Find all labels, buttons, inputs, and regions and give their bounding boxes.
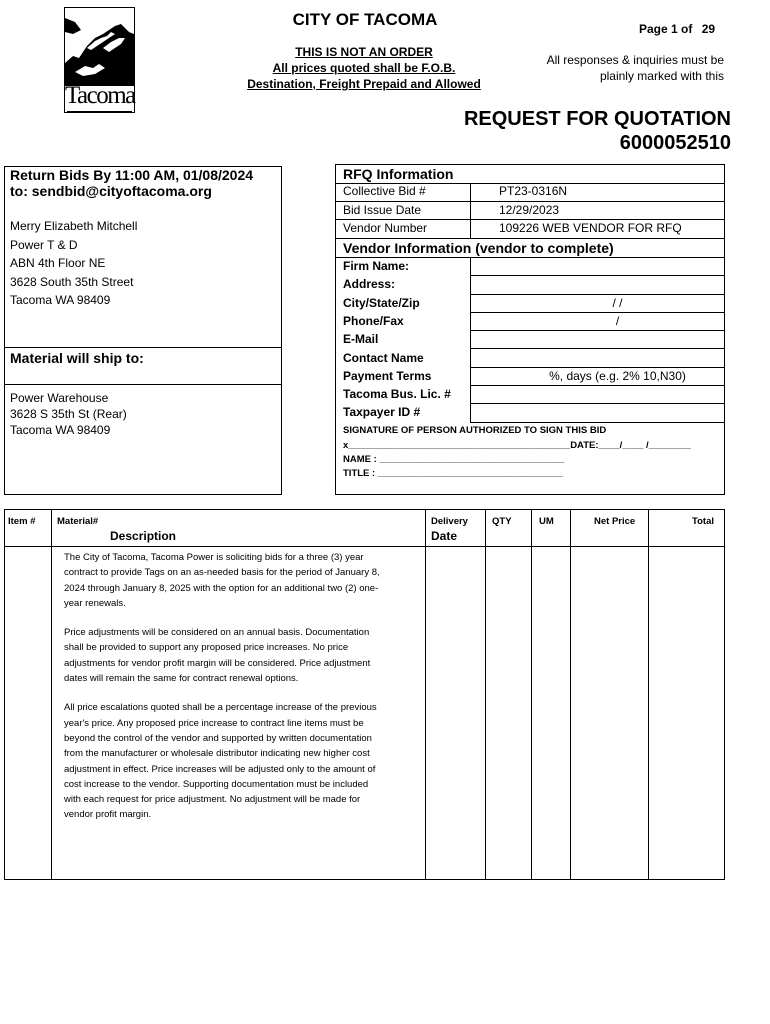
col-item-number: Item # xyxy=(8,516,36,527)
rfq-label-vendor-number: Vendor Number xyxy=(343,221,428,235)
col-qty: QTY xyxy=(492,516,512,527)
page-indicator xyxy=(639,22,715,36)
vendor-label-taxpayer-id: Taxpayer ID # xyxy=(343,405,421,420)
rfq-value-vendor-number: 109226 WEB VENDOR FOR RFQ xyxy=(499,221,682,235)
inquiry-note-1: All responses & inquiries must be xyxy=(546,53,724,67)
ship-to-line-2: 3628 S 35th St (Rear) xyxy=(10,407,127,421)
vendor-field-taxpayer-id[interactable] xyxy=(470,403,725,422)
buyer-floor: ABN 4th Floor NE xyxy=(10,256,106,270)
rfq-number: 6000052510 xyxy=(619,132,731,154)
buyer-city: Tacoma WA 98409 xyxy=(10,293,111,307)
buyer-name: Merry Elizabeth Mitchell xyxy=(10,219,138,233)
vendor-info-title: Vendor Information (vendor to complete) xyxy=(343,240,614,256)
ship-to-address xyxy=(10,390,127,438)
ship-to-line-3: Tacoma WA 98409 xyxy=(10,423,111,437)
order-note-1: THIS IS NOT AN ORDER xyxy=(295,45,433,59)
signature-title-line[interactable]: TITLE : ___________________________________ xyxy=(343,468,563,479)
rfq-info-title: RFQ Information xyxy=(343,166,454,182)
col-material-number: Material# xyxy=(57,516,99,527)
signature-name-line[interactable]: NAME : ___________________________________ xyxy=(343,454,565,465)
page-label: Page 1 of xyxy=(639,22,693,36)
description-paragraph-1: The City of Tacoma, Tacoma Power is soliciting bids for a three (3) year contract to provide Tags on an as-needed basis for the period of January 8, 2024 through January 8, 2025 with the option for an additional two (2) one-year renewals. xyxy=(64,552,380,609)
order-note-3: Destination, Freight Prepaid and Allowed xyxy=(247,77,481,91)
buyer-department: Power T & D xyxy=(10,237,78,252)
vendor-label-payment-terms: Payment Terms xyxy=(343,368,432,383)
buyer-street: 3628 South 35th Street xyxy=(10,274,134,289)
vendor-label-phone-fax: Phone/Fax xyxy=(343,313,404,328)
rfq-label-issue-date: Bid Issue Date xyxy=(343,203,422,217)
vendor-field-city-state-zip[interactable]: / / xyxy=(470,294,725,313)
vendor-label-address: Address: xyxy=(343,277,396,292)
return-bids-email[interactable]: to: sendbid@cityoftacoma.org xyxy=(10,183,212,199)
col-date: Date xyxy=(431,529,458,543)
vendor-field-tacoma-bus-lic[interactable] xyxy=(470,385,725,404)
rfq-label-collective-bid: Collective Bid # xyxy=(343,184,426,198)
col-um: UM xyxy=(539,516,554,527)
vendor-field-address[interactable] xyxy=(470,275,725,294)
mountain-logo-icon xyxy=(65,8,134,86)
ship-to-line-1: Power Warehouse xyxy=(10,391,109,405)
rfq-value-issue-date: 12/29/2023 xyxy=(499,203,560,217)
rfq-value-collective-bid: PT23-0316N xyxy=(499,184,568,198)
vendor-field-firm-name[interactable] xyxy=(470,257,725,276)
signature-title: SIGNATURE OF PERSON AUTHORIZED TO SIGN THIS BID xyxy=(343,425,607,436)
vendor-label-contact-name: Contact Name xyxy=(343,350,424,365)
vendor-label-city-state-zip: City/State/Zip xyxy=(343,295,420,310)
vendor-label-firm-name: Firm Name: xyxy=(343,259,410,273)
description-paragraph-2: Price adjustments will be considered on an annual basis. Documentation shall be provided to support any proposed price increases. No price adjustments for vendor profit margin will be considered. Price adjustment dates will remain the same for contract renewal options. xyxy=(64,627,371,685)
col-total: Total xyxy=(692,516,714,527)
vendor-label-tacoma-bus-lic: Tacoma Bus. Lic. # xyxy=(343,387,451,402)
page-total: 29 xyxy=(701,22,716,36)
vendor-field-contact-name[interactable] xyxy=(470,349,725,368)
vendor-field-phone-fax[interactable]: / xyxy=(470,312,725,331)
vendor-label-e-mail: E-Mail xyxy=(343,332,379,347)
return-bids-box xyxy=(4,166,282,495)
col-delivery: Delivery xyxy=(431,516,468,527)
vendor-field-e-mail[interactable] xyxy=(470,330,725,349)
order-note-2: All prices quoted shall be F.O.B. xyxy=(272,61,456,75)
rfq-title: REQUEST FOR QUOTATION xyxy=(463,108,731,130)
col-net-price: Net Price xyxy=(594,516,636,527)
buyer-contact xyxy=(10,217,137,310)
inquiry-note-2: plainly marked with this xyxy=(599,69,724,83)
logo-wordmark: Tacoma xyxy=(65,82,135,109)
vendor-field-payment-terms[interactable]: %, days (e.g. 2% 10,N30) xyxy=(470,367,725,386)
city-name: CITY OF TACOMA xyxy=(292,10,438,29)
signature-date-line[interactable]: x__________________________________________DATE:____/____ /________ xyxy=(343,440,691,451)
col-description: Description xyxy=(110,529,177,543)
city-logo xyxy=(64,7,135,113)
ship-to-title: Material will ship to: xyxy=(10,350,144,366)
return-bids-deadline: Return Bids By 11:00 AM, 01/08/2024 xyxy=(10,167,254,183)
description-paragraph-3: All price escalations quoted shall be a percentage increase of the previous year's price. Any proposed price increase to contract line items must be beyond the control of the vendor and supported by written documentation from the manufacturer or wholesale distributor indicating new higher cost adjustment in effect. Price increases will be adjusted only to the amount of cost increase to the vendor. Supporting documentation must be included with each request for price adjustment. No adjustment will be made for vendor profit margin. xyxy=(64,702,377,821)
item-description xyxy=(64,550,382,837)
